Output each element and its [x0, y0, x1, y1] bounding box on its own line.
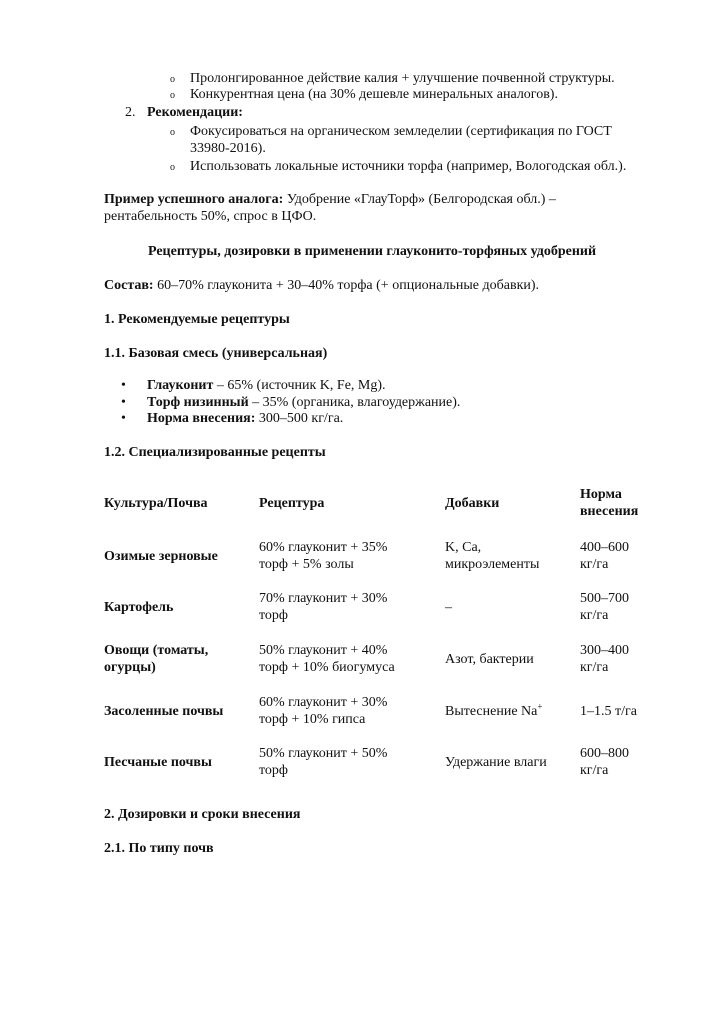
bullet: o: [170, 74, 175, 85]
composition: [104, 277, 539, 294]
list-number: 2.: [125, 105, 136, 120]
list-item: Торф низинный – 35% (органика, влагоудержание).: [147, 395, 461, 410]
example-paragraph: [104, 191, 556, 208]
list-item-continued: 33980-2016).: [190, 141, 266, 156]
heading-1: 1. Рекомендуемые рецептуры: [104, 312, 290, 327]
table-cell: Картофель: [104, 600, 174, 615]
table-cell: кг/га: [580, 763, 609, 778]
table-cell: K, Ca,: [445, 540, 482, 555]
example-text: Удобрение «ГлауТорф» (Белгородская обл.) –: [283, 192, 556, 207]
table-cell: 60% глауконит + 35%: [259, 540, 388, 555]
list-item: Использовать локальные источники торфа (например, Вологодская обл.).: [190, 159, 627, 174]
bullet: •: [121, 378, 126, 393]
example-text: рентабельность 50%, спрос в ЦФО.: [104, 209, 317, 224]
heading-2-1: 2.1. По типу почв: [104, 841, 214, 856]
table-cell: кг/га: [580, 608, 609, 623]
example-label: Пример успешного аналога:: [104, 192, 284, 207]
table-header: Рецептура: [259, 496, 325, 511]
composition-label: Состав:: [104, 278, 154, 293]
heading-2: 2. Дозировки и сроки внесения: [104, 807, 301, 822]
table-cell: 300–400: [580, 643, 629, 658]
table-cell: 50% глауконит + 50%: [259, 746, 388, 761]
bullet: •: [121, 395, 126, 410]
list-item: Фокусироваться на органическом земледелии (сертификация по ГОСТ: [190, 124, 612, 139]
table-cell: Засоленные почвы: [104, 704, 224, 719]
table-cell: кг/га: [580, 557, 609, 572]
table-cell: торф: [259, 608, 289, 623]
list-item: Глауконит – 65% (источник K, Fe, Mg).: [147, 378, 386, 393]
bullet: •: [121, 411, 126, 426]
heading-1-1: 1.1. Базовая смесь (универсальная): [104, 346, 328, 361]
table-cell: Овощи (томаты,: [104, 643, 209, 658]
table-cell: –: [445, 600, 452, 615]
composition-text: 60–70% глауконита + 30–40% торфа (+ опциональные добавки).: [153, 278, 540, 293]
table-cell: Азот, бактерии: [445, 652, 534, 667]
table-cell: Песчаные почвы: [104, 755, 212, 770]
table-cell: торф: [259, 763, 289, 778]
bullet: o: [170, 90, 175, 101]
heading-1-2: 1.2. Специализированные рецепты: [104, 445, 326, 460]
table-header: внесения: [580, 504, 639, 519]
list-item: Пролонгированное действие калия + улучшение почвенной структуры.: [190, 71, 615, 86]
table-cell: 60% глауконит + 30%: [259, 695, 388, 710]
bullet: o: [170, 162, 175, 173]
table-header: Добавки: [445, 496, 500, 511]
table-header: Культура/Почва: [104, 496, 208, 511]
list-heading: Рекомендации:: [147, 105, 243, 120]
list-item: Норма внесения: 300–500 кг/га.: [147, 411, 344, 426]
table-cell: кг/га: [580, 660, 609, 675]
table-cell: Удержание влаги: [445, 755, 547, 770]
table-cell: Озимые зерновые: [104, 549, 218, 564]
table-cell: 600–800: [580, 746, 629, 761]
table-cell: огурцы): [104, 660, 156, 675]
table-cell: 500–700: [580, 591, 629, 606]
table-cell: микроэлементы: [445, 557, 540, 572]
table-cell: торф + 5% золы: [259, 557, 354, 572]
table-cell: торф + 10% гипса: [259, 712, 366, 727]
bullet: o: [170, 127, 175, 138]
table-cell: Вытеснение Na+: [445, 701, 543, 719]
table-header: Норма: [580, 487, 622, 502]
table-cell: торф + 10% биогумуса: [259, 660, 395, 675]
table-cell: 1–1.5 т/га: [580, 704, 637, 719]
section-title: Рецептуры, дозировки в применении глауконито-торфяных удобрений: [147, 244, 597, 259]
table-cell: 50% глауконит + 40%: [259, 643, 388, 658]
table-cell: 70% глауконит + 30%: [259, 591, 388, 606]
table-cell: 400–600: [580, 540, 629, 555]
list-item: Конкурентная цена (на 30% дешевле минеральных аналогов).: [190, 87, 558, 102]
